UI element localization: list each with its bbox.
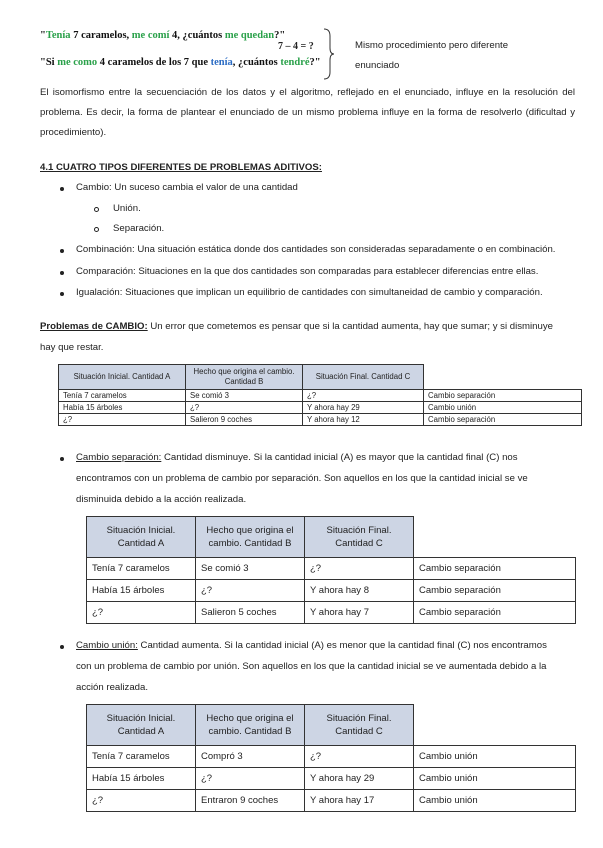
sub-bullet-icon [94, 207, 99, 212]
bullet-icon [60, 271, 64, 275]
table-header: Situación Inicial. Cantidad A [87, 705, 196, 746]
sep-line-1: Cambio separación: Cantidad disminuye. Si la cantidad inicial (A) es mayor que la cantidad final (C) nos [76, 452, 518, 463]
bullet-combinacion: Combinación: Una situación estática donde dos cantidades son consideradas separadamente o en combinación. [76, 244, 556, 255]
example-question-2: "Si me como 4 caramelos de los 7 que tenía, ¿cuántos tendré?" [40, 57, 321, 68]
table-cell: Y ahora hay 8 [305, 580, 414, 602]
sub-bullet-union: Unión. [113, 203, 141, 214]
table-cell: ¿? [196, 768, 305, 790]
table-cell: Tenía 7 caramelos [59, 390, 186, 402]
table-cell: Se comió 3 [186, 390, 303, 402]
table-header: Situación Final. Cantidad C [305, 517, 414, 558]
sep-line-3: disminuida debido a la acción realizada. [76, 494, 247, 505]
table-header: Hecho que origina el cambio. Cantidad B [196, 517, 305, 558]
table-cell: Salieron 5 coches [196, 602, 305, 624]
bullet-icon [60, 457, 64, 461]
isomorphism-paragraph: El isomorfismo entre la secuenciación de los datos y el algoritmo, reflejado en el enunciado, influye en la resolución del problema. Es decir, la forma de plantear el enunciado de un mismo problema influye en la forma de resolverlo (dificultad y procedimiento). [40, 87, 575, 138]
table-header: Situación Final. Cantidad C [303, 365, 424, 390]
table-header: Situación Inicial. Cantidad A [87, 517, 196, 558]
table-cell: Cambio unión [414, 746, 576, 768]
cambio-intro-line-2: hay que restar. [40, 342, 104, 353]
equation: 7 – 4 = ? [278, 41, 314, 52]
table-cell: Cambio separación [414, 602, 576, 624]
table-cell: ¿? [305, 558, 414, 580]
table-row [59, 390, 582, 402]
sep-line-2: encontramos con un problema de cambio por separación. Son aquellos en los que la cantidad inicial se ve [76, 473, 528, 484]
table-cell: Se comió 3 [196, 558, 305, 580]
union-line-2: con un problema de cambio por unión. Son aquellos en los que la cantidad inicial se ve aumentada debido a la [76, 661, 547, 672]
table-cell: Cambio separación [424, 390, 582, 402]
table-row [87, 558, 576, 580]
table-row [87, 746, 576, 768]
table-cell: Y ahora hay 17 [305, 790, 414, 812]
brace-icon [320, 28, 336, 80]
table-cell: ¿? [196, 580, 305, 602]
sub-bullet-separacion: Separación. [113, 223, 165, 234]
bullet-comparacion: Comparación: Situaciones en la que dos cantidades son comparadas para establecer diferencias entre ellas. [76, 266, 539, 277]
sub-bullet-icon [94, 227, 99, 232]
sep-label: Cambio separación: [76, 452, 162, 463]
table-row [87, 580, 576, 602]
table-cell: Cambio unión [414, 790, 576, 812]
side-note-line-1: Mismo procedimiento pero diferente [355, 40, 509, 51]
side-note-line-2: enunciado [355, 60, 400, 71]
table-cell: Entraron 9 coches [196, 790, 305, 812]
table-header: Hecho que origina el cambio. Cantidad B [186, 365, 303, 390]
table-cell: ¿? [59, 414, 186, 426]
bullet-icon [60, 645, 64, 649]
table-separacion [86, 516, 576, 624]
table-cell: ¿? [87, 790, 196, 812]
table-header-empty [414, 705, 576, 746]
table-cell: ¿? [87, 602, 196, 624]
table-cell: Cambio separación [414, 580, 576, 602]
cambio-intro-line-1: Problemas de CAMBIO: Un error que cometemos es pensar que si la cantidad aumenta, hay que sumar; y si disminuye [40, 321, 553, 332]
table-row [59, 414, 582, 426]
table-cell: Tenía 7 caramelos [87, 558, 196, 580]
table-header-empty [424, 365, 582, 390]
table-cell: Y ahora hay 12 [303, 414, 424, 426]
table-cell: Había 15 árboles [59, 402, 186, 414]
table-cell: Y ahora hay 29 [303, 402, 424, 414]
table-union [86, 704, 576, 812]
table-cell: Cambio separación [424, 414, 582, 426]
table-cell: Compró 3 [196, 746, 305, 768]
bullet-igualacion: Igualación: Situaciones que implican un equilibrio de cantidades con simultaneidad de cambio y comparación. [76, 287, 543, 298]
bullet-icon [60, 292, 64, 296]
table-cell: Y ahora hay 29 [305, 768, 414, 790]
table-cell: ¿? [186, 402, 303, 414]
table-cell: Salieron 9 coches [186, 414, 303, 426]
example-question-1: "Tenía 7 caramelos, me comí 4, ¿cuántos me quedan?" [40, 30, 286, 41]
table-cell: ¿? [303, 390, 424, 402]
table-cell: Y ahora hay 7 [305, 602, 414, 624]
bullet-icon [60, 249, 64, 253]
section-title: 4.1 CUATRO TIPOS DIFERENTES DE PROBLEMAS ADITIVOS: [40, 162, 322, 173]
table-row [59, 402, 582, 414]
table-cambio-examples [58, 364, 582, 426]
table-cell: Tenía 7 caramelos [87, 746, 196, 768]
table-cell: ¿? [305, 746, 414, 768]
table-cell: Cambio unión [414, 768, 576, 790]
table-row [87, 790, 576, 812]
table-header-empty [414, 517, 576, 558]
table-cell: Cambio separación [414, 558, 576, 580]
table-row [87, 768, 576, 790]
table-header: Situación Final. Cantidad C [305, 705, 414, 746]
table-cell: Había 15 árboles [87, 580, 196, 602]
table-cell: Cambio unión [424, 402, 582, 414]
union-line-1: Cambio unión: Cantidad aumenta. Si la cantidad inicial (A) es menor que la cantidad final (C) nos encontramos [76, 640, 547, 651]
bullet-cambio: Cambio: Un suceso cambia el valor de una cantidad [76, 182, 298, 193]
union-line-3: acción realizada. [76, 682, 148, 693]
table-row [87, 602, 576, 624]
cambio-intro-label: Problemas de CAMBIO: [40, 321, 148, 332]
bullet-icon [60, 187, 64, 191]
table-cell: Había 15 árboles [87, 768, 196, 790]
table-header: Hecho que origina el cambio. Cantidad B [196, 705, 305, 746]
table-header: Situación Inicial. Cantidad A [59, 365, 186, 390]
union-label: Cambio unión: [76, 640, 138, 651]
